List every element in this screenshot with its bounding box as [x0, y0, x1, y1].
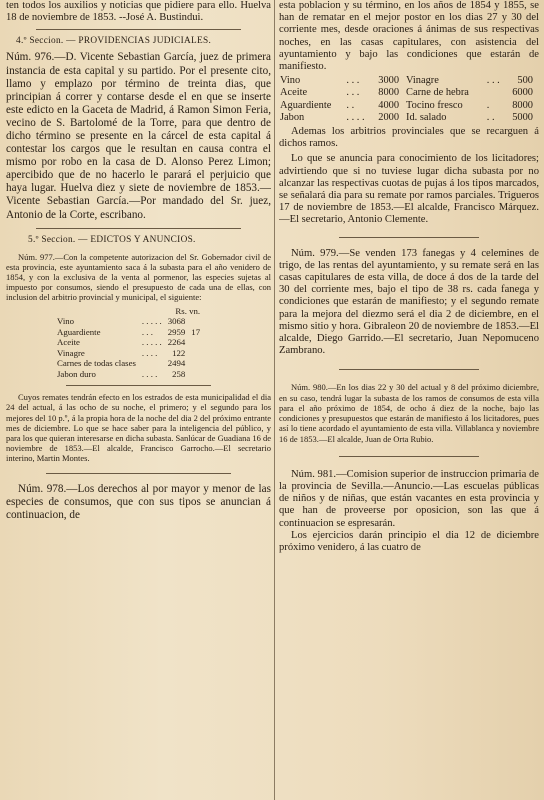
- rule: [339, 456, 479, 457]
- item-value: 6000: [512, 87, 533, 99]
- leader-dots: .: [486, 99, 490, 111]
- item-value: 3000: [378, 75, 400, 87]
- goods-value: 3068: [167, 316, 186, 327]
- notice-number: Núm. 979.: [291, 247, 339, 259]
- prices-row: [279, 112, 539, 124]
- item-value: 8000: [512, 99, 533, 111]
- goods-cents: [188, 316, 203, 327]
- leader-dots: . .: [346, 99, 355, 111]
- notice-978-closing: Lo que se anuncia para conocimiento de los licitadores; advirtiendo que si no tuviese lugar dicha subasta por no alcanzar las respectivas cuotas de pujas á los tipos marcados, se señalará dia para su remate por ramos parciales. Trigueros 17 de noviembre de 1853.—El alcalde, Francisco Márquez.—El secretario, Antonio Clemente.: [279, 153, 539, 226]
- leader-dots: [486, 87, 505, 99]
- item-name: Id. salado: [406, 111, 447, 123]
- notice-981-continued: Los ejercicios darán principio el dia 12 de diciembre próximo venidero, á las cuatro de: [279, 529, 539, 553]
- goods-row: [54, 369, 203, 380]
- section-4-header: 4.º Seccion. — PROVIDENCIAS JUDICIALES.: [16, 36, 212, 47]
- section-5-header: 5.º Seccion. — EDICTOS Y ANUNCIOS.: [28, 234, 196, 245]
- rule: [339, 369, 479, 370]
- arbitrios-note: Ademas los arbitrios provinciales que se recarguen á dichos ramos.: [279, 126, 539, 150]
- intro-text: ten todos los auxilios y noticias que pidiere para ello. Huelva 18 de noviembre de 1853. --José A. Bustindui.: [6, 0, 271, 24]
- notice-body: —D. Vicente Sebastian García, juez de primera instancia de esta capital y su partido. Por el presente cito, llamo y emplazo por término de treinta dias, que principian á correr y contarse desde el en que se inserte este edicto en la Gaceta de Madrid, á Ramon Simon Feria, vecino de S. Bartolomé de la Torre, para que dentro de dicho término se presente en la cárcel de esta capital á contestar los cargos que le resultan en causa contra el mismo por robo en la casa de D. Alonso Perez Limon; apercibido que de no hacerlo le parará el perjuicio que haya lugar. Huelva diez y siete de noviembre de 1853.—Vicente Sebastian García.—Por mandado del Sr. juez, Antonio de la Corte, escribano.: [6, 51, 271, 221]
- goods-name: Carnes de todas clases: [57, 358, 136, 369]
- goods-row: [54, 337, 203, 348]
- notice-976: [6, 51, 271, 221]
- notice-body: —En los dias 22 y 30 del actual y 8 del próximo diciembre, en su caso, tendrá lugar la subasta de los ramos de consumos de esta villa para el año próximo de 1854, de ocho á diez de la noche, bajo las condiciones y presupuestos que estarán de manifiesto á los licitadores, pues así lo tiene acordado el ayuntamiento de esta villa. Villablanca y noviembre 16 de 1853.—El alcalde, Juan de Orta Rubio.: [279, 382, 539, 444]
- goods-name: Vinagre: [57, 347, 85, 358]
- item-value: 2000: [378, 111, 400, 123]
- notice-978-continued: esta poblacion y su término, en los años de 1854 y 1855, se han de rematar en el mejor postor en los dias 27 y 30 del corriente mes, desde oraciones á ánimas de sus respectivas noches, en las casas capitulares, con asistencia del ayuntamiento y bajo las condiciones que estarán de manifiesto.: [279, 0, 539, 73]
- goods-name: Aguardiente: [57, 326, 101, 337]
- item-name: Vinagre: [406, 75, 439, 87]
- notice-body: —Comision superior de instruccion primaria de la provincia de Sevilla.—Anuncio.—Las escuelas públicas de niños y de niñas, que están vacantes en esta provincia y que han de proveerse por oposicion, son las que á continuacion se espresarán.: [279, 468, 539, 529]
- leader-dots: . . .: [346, 75, 360, 87]
- notice-977: [6, 252, 271, 303]
- notice-979: [279, 248, 539, 358]
- goods-value: 2264: [167, 337, 186, 348]
- notice-981: [279, 469, 539, 530]
- rule: [36, 29, 241, 30]
- item-name: Tocino fresco: [406, 99, 463, 111]
- rule: [36, 228, 241, 229]
- item-value: 500: [517, 75, 533, 87]
- item-name: Jabon: [280, 111, 305, 123]
- prices-row: [279, 75, 539, 87]
- item-name: Aceite: [280, 87, 308, 99]
- rule: [66, 385, 211, 386]
- leader-dots: . . . . .: [141, 316, 162, 327]
- notice-body: —Se venden 173 fanegas y 4 celemines de trigo, de las rentas del ayuntamiento, y su remate será en las casas capitulares de esta villa, de doce á dos de la tarde del 30 del corriente mes, bajo el tipo de 38 rs. cada fanega y condiciones que estarán de manifiesto; y el segundo remate para la mejora del diezmo será el dia 2 de diciembre, en el mismo sitio y hora. Gibraleon 20 de noviembre de 1853.—El alcalde, Diego Garrido.—El secretario, Juan Nepomuceno Zambrano.: [279, 247, 539, 357]
- leader-dots: . . . .: [141, 368, 158, 379]
- leader-dots: . . .: [346, 87, 360, 99]
- item-value: 5000: [512, 111, 533, 123]
- item-value: 8000: [378, 87, 400, 99]
- goods-cents: 17: [191, 326, 201, 337]
- item-value: 4000: [378, 99, 400, 111]
- notice-number: Núm. 981.: [291, 468, 337, 480]
- notice-number: Núm. 978.: [18, 482, 67, 495]
- rule: [339, 237, 479, 238]
- goods-name: Aceite: [57, 337, 80, 348]
- prices-row: [279, 100, 539, 112]
- goods-cents: [188, 348, 203, 359]
- leader-dots: . . . . .: [141, 337, 162, 348]
- item-name: Carne de hebra: [406, 87, 469, 99]
- goods-name: Jabon duro: [57, 368, 96, 379]
- goods-cents: [188, 369, 203, 380]
- goods-value: 122: [172, 347, 186, 358]
- notice-body: —Con la competente autorizacion del Sr. Gobernador civil de esta provincia, este ayuntamiento saca á la subasta para el año venidero de 1854, y con la exclusiva de la venta al pormenor, las especies sujetas al impuesto por consumos, siendo el presupuesto de cada una de ellas, con inclusion del arbitrio provincial y municipal, el siguiente:: [6, 251, 271, 303]
- goods-value: 2494: [167, 358, 186, 369]
- goods-value: 2959: [167, 326, 186, 337]
- goods-row: [54, 348, 203, 359]
- unit-header: Rs. vn.: [175, 305, 201, 316]
- notice-number: Núm. 980.: [291, 382, 328, 393]
- notice-980: [279, 382, 539, 443]
- notice-body: —Los derechos al por mayor y menor de las especies de consumos, que con sus tipos se anuncian á continuacion, de: [6, 482, 271, 521]
- goods-value: 258: [172, 368, 186, 379]
- leader-dots: . . .: [486, 75, 500, 87]
- rule: [46, 473, 231, 474]
- leader-dots: . . . .: [346, 111, 365, 123]
- goods-row: [54, 327, 203, 338]
- goods-name: Vino: [57, 316, 75, 327]
- notice-number: Núm. 976.: [6, 51, 55, 64]
- goods-row: [54, 316, 203, 327]
- leader-dots: . . . .: [141, 347, 158, 358]
- prices-row: [279, 87, 539, 99]
- item-name: Aguardiente: [280, 99, 332, 111]
- leader-dots: . . .: [141, 326, 153, 337]
- notice-978: [6, 483, 271, 522]
- goods-cents: [188, 337, 203, 348]
- right-column: [279, 0, 539, 800]
- column-divider: [274, 0, 275, 800]
- goods-table: [54, 306, 203, 380]
- notice-number: Núm. 977.: [18, 251, 55, 262]
- notice-977-closing: Cuyos remates tendrán efecto en los estrados de esta municipalidad el dia 24 del actual, á las ocho de su noche, el primero; y el segundo para los mejores del 10 p.º, á la propia hora de la noche del dia 2 del próximo entrante mes de diciembre. Lo que se hace saber para la inteligencia del público, y para los que quieran interesarse en dicha subasta. Sanlúcar de Guadiana 16 de noviembre de 1853.—El alcalde, Francisco Garrocho.—El secretario interino, Martin Montes.: [6, 392, 271, 464]
- goods-header-row: [54, 306, 203, 317]
- prices-table: [279, 75, 539, 124]
- item-name: Vino: [280, 75, 301, 87]
- leader-dots: . .: [486, 111, 495, 123]
- leader-dots: [139, 358, 165, 369]
- goods-cents: [188, 358, 203, 369]
- left-column: [6, 0, 271, 800]
- goods-row: [54, 358, 203, 369]
